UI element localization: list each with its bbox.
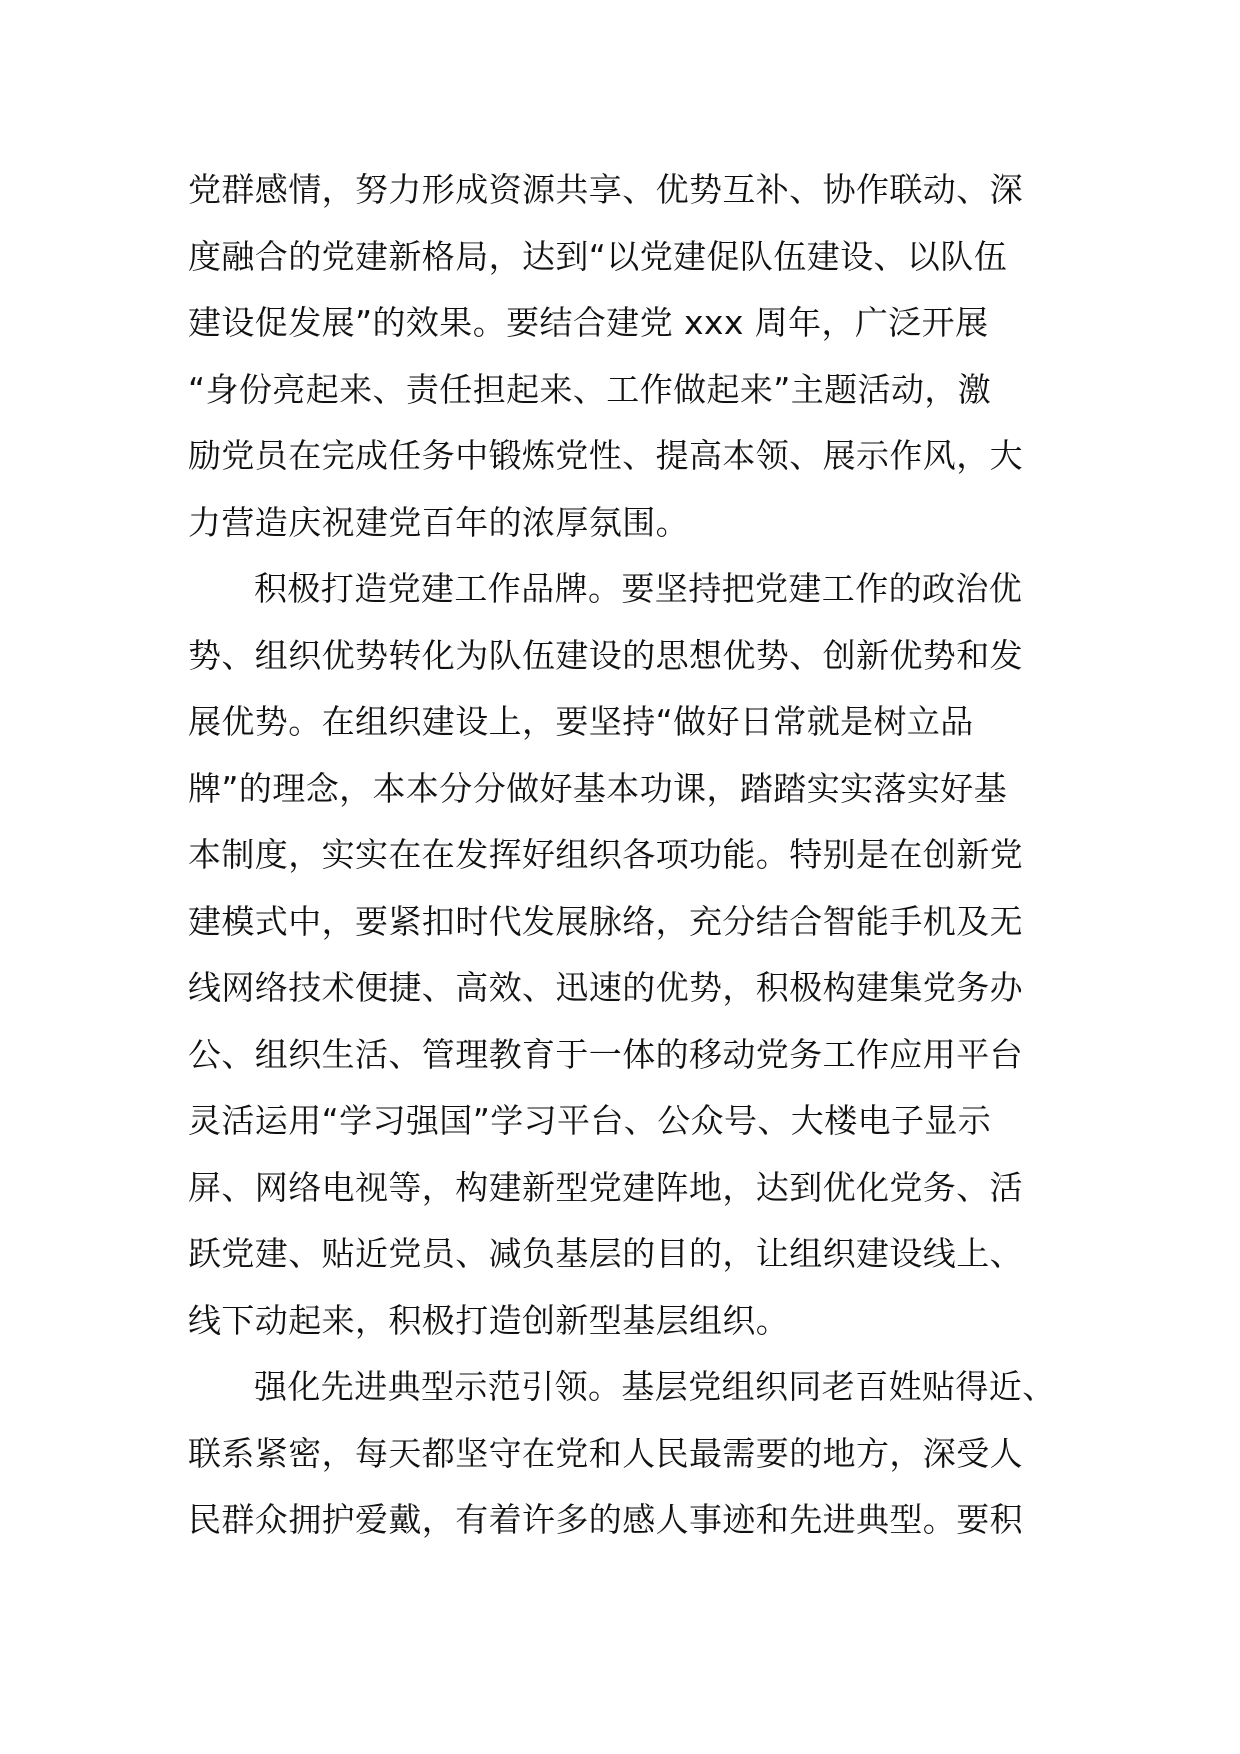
text-line: 势、组织优势转化为队伍建设的思想优势、创新优势和发 bbox=[188, 635, 1023, 675]
text-line: 民群众拥护爱戴，有着许多的感人事迹和先进典型。要积 bbox=[188, 1500, 1023, 1539]
text-line: “身份亮起来、责任担起来、工作做起来”主题活动，激 bbox=[188, 369, 992, 409]
text-line: 建设促发展”的效果。要结合建党 xxx 周年，广泛开展 bbox=[188, 303, 989, 342]
text-line: 牌”的理念，本本分分做好基本功课，踏踏实实落实好基 bbox=[188, 768, 1008, 808]
text-line: 灵活运用“学习强国”学习平台、公众号、大楼电子显示 bbox=[188, 1101, 992, 1140]
body-text bbox=[188, 157, 1068, 1554]
paragraph-heading-line: 积极打造党建工作品牌。要坚持把党建工作的政治优 bbox=[254, 569, 1023, 608]
text-line: 力营造庆祝建党百年的浓厚氛围。 bbox=[188, 502, 689, 542]
text-line: 建模式中，要紧扣时代发展脉络，充分结合智能手机及无 bbox=[188, 901, 1023, 941]
paragraph-heading-line: 强化先进典型示范引领。基层党组织同老百姓贴得近、 bbox=[254, 1367, 1056, 1406]
text-line: 联系紧密，每天都坚守在党和人民最需要的地方，深受人 bbox=[188, 1433, 1023, 1473]
text-line: 跃党建、贴近党员、减负基层的目的，让组织建设线上、 bbox=[188, 1234, 1023, 1273]
text-line: 线下动起来，积极打造创新型基层组织。 bbox=[188, 1300, 790, 1340]
text-line: 线网络技术便捷、高效、迅速的优势，积极构建集党务办 bbox=[188, 968, 1023, 1007]
text-line: 展优势。在组织建设上，要坚持“做好日常就是树立品 bbox=[188, 702, 974, 741]
text-line: 励党员在完成任务中锻炼党性、提高本领、展示作风，大 bbox=[188, 436, 1023, 475]
text-line: 本制度，实实在在发挥好组织各项功能。特别是在创新党 bbox=[188, 835, 1023, 874]
text-line: 公、组织生活、管理教育于一体的移动党务工作应用平台 bbox=[188, 1034, 1023, 1074]
text-line: 屏、网络电视等，构建新型党建阵地，达到优化党务、活 bbox=[188, 1167, 1023, 1207]
text-line: 度融合的党建新格局，达到“以党建促队伍建设、以队伍 bbox=[188, 236, 1008, 276]
text-line: 党群感情，努力形成资源共享、优势互补、协作联动、深 bbox=[188, 170, 1023, 209]
